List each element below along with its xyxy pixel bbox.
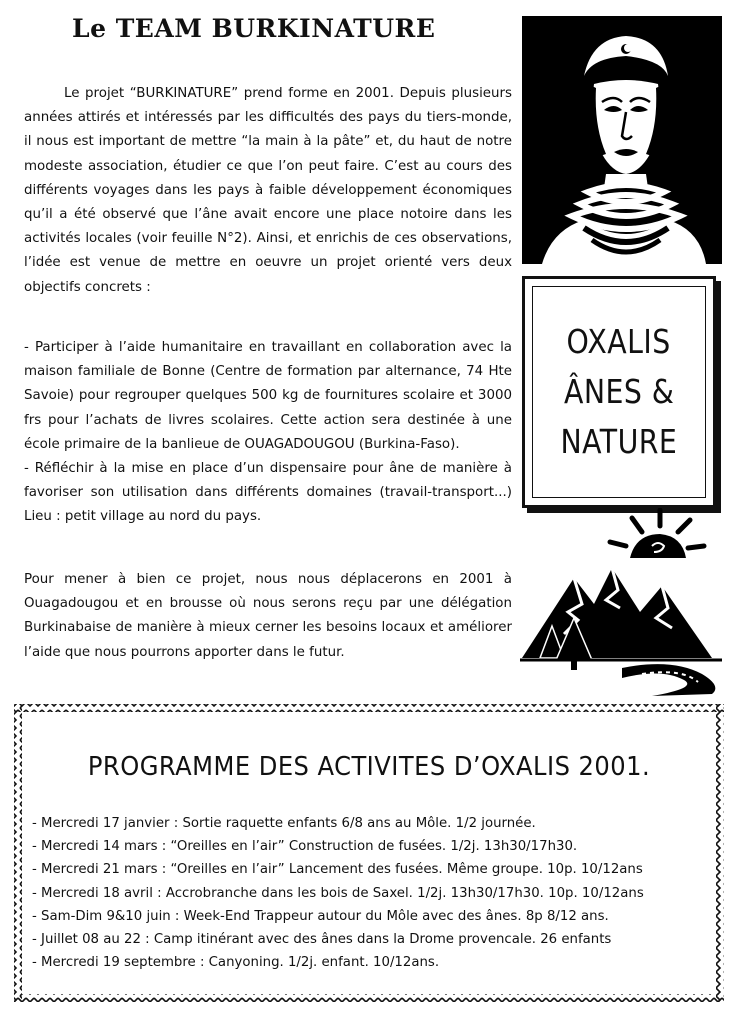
program-box	[10, 700, 728, 1006]
program-item: - Mercredi 21 mars : “Oreilles en l’air” Lancement des fusées. Même groupe. 10p. 10/12ans	[32, 862, 643, 878]
oxalis-logo-line: NATURE	[560, 422, 678, 461]
program-list	[32, 812, 722, 974]
mountains-sun-illustration	[512, 508, 730, 698]
oxalis-logo-line: ÂNES &	[563, 372, 675, 411]
intro-paragraph: Le projet “BURKINATURE” prend forme en 2001. Depuis plusieurs années attirés et intéressés par les difficultés des pays du tiers-monde, il nous est important de mettre “la main à la pâte” et, du haut de notre modeste association, étudier ce que l’on peut faire. C’est au cours des différents voyages dans les pays à faible développement économiques qu’il a été observé que l’âne avait encore une place notoire dans les activités locales (voir feuille N°2). Ainsi, et enrichis de ces observations, l’idée est venue de mettre en oeuvre un projet orienté vers deux objectifs concrets :	[24, 86, 512, 295]
oxalis-logo-line: OXALIS	[566, 322, 672, 361]
objective-item: - Réfléchir à la mise en place d’un dispensaire pour âne de manière à favoriser son utilisation dans différents domaines (travail-transport...) Lieu : petit village au nord du pays.	[24, 461, 512, 525]
program-item: - Mercredi 18 avril : Accrobranche dans les bois de Saxel. 1/2j. 13h30/17h30. 10p. 10/12ans	[32, 885, 644, 901]
program-item: - Sam-Dim 9&10 juin : Week-End Trappeur autour du Môle avec des ânes. 8p 8/12 ans.	[32, 908, 609, 924]
program-item: - Mercredi 14 mars : “Oreilles en l’air” Construction de fusées. 1/2j. 13h30/17h30.	[32, 839, 578, 855]
oxalis-logo-box	[522, 276, 716, 508]
objectives-list	[24, 336, 512, 530]
closing-paragraph: Pour mener à bien ce projet, nous nous déplacerons en 2001 à Ouagadougou et en brousse où nous serons reçu par une délégation Burkinabaise de manière à mieux cerner les besoins locaux et améliorer l’aide que nous pourrons apporter dans le futur.	[24, 572, 512, 660]
objective-item: - Participer à l’aide humanitaire en travaillant en collaboration avec la maison familiale de Bonne (Centre de formation par alternance, 74 Hte Savoie) pour regrouper quelques 500 kg de fournitures scolaire et 3000 frs pour l’achats de livres scolaires. Cette action sera destinée à une école primaire de la banlieue de OUAGADOUGOU (Burkina-Faso).	[24, 340, 512, 452]
program-item: - Juillet 08 au 22 : Camp itinérant avec des ânes dans la Drome provencale. 26 enfants	[32, 932, 612, 948]
program-title: PROGRAMME DES ACTIVITES D’OXALIS 2001.	[87, 752, 651, 782]
page-title: Le TEAM BURKINATURE	[72, 14, 436, 43]
african-woman-portrait-illustration	[522, 16, 722, 264]
program-item: - Mercredi 19 septembre : Canyoning. 1/2j. enfant. 10/12ans.	[32, 955, 440, 971]
program-item: - Mercredi 17 janvier : Sortie raquette enfants 6/8 ans au Môle. 1/2 journée.	[32, 816, 536, 831]
